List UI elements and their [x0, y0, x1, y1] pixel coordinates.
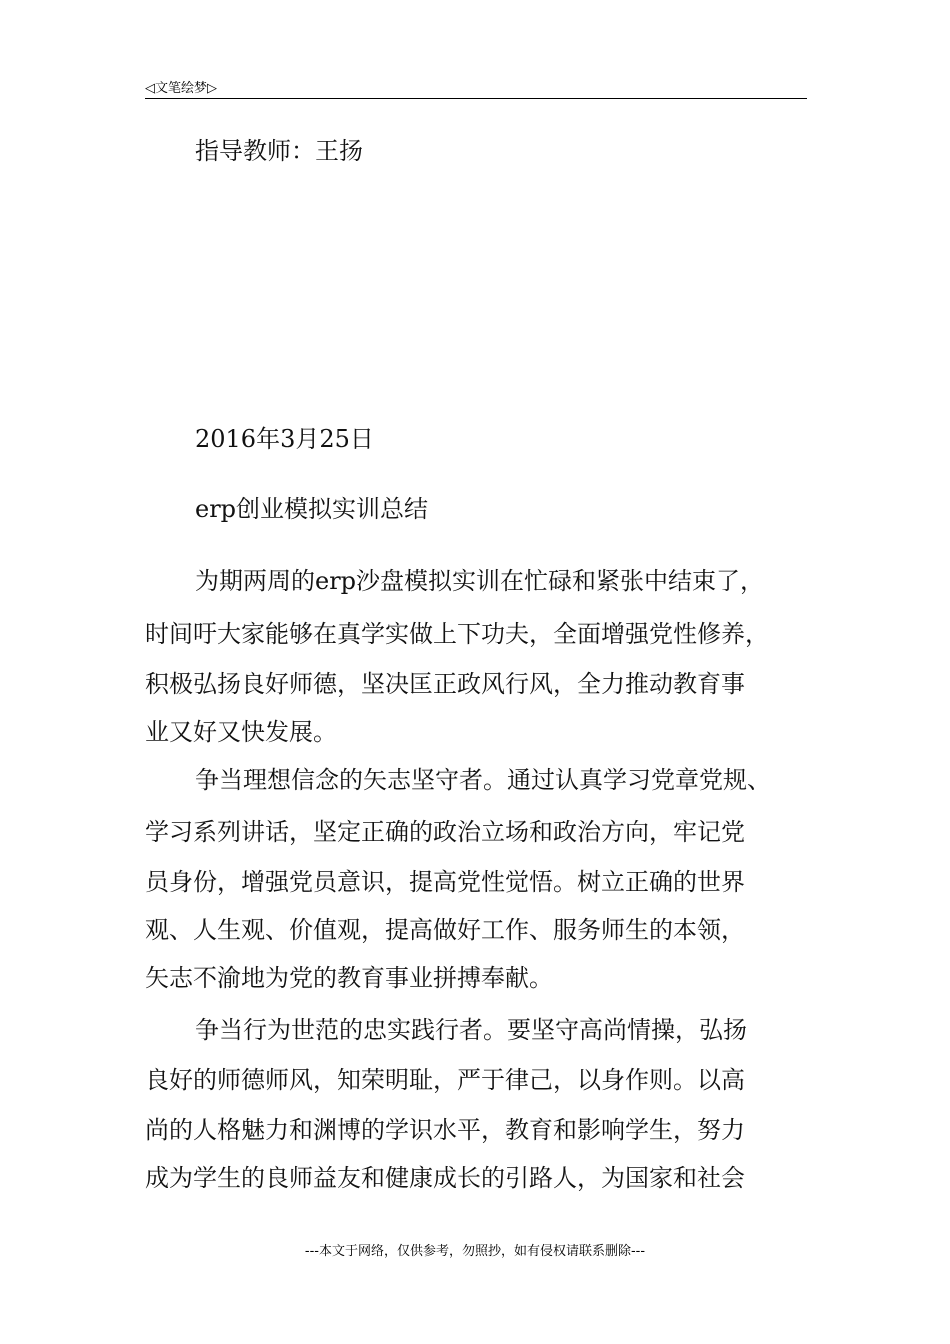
paragraph-3-line-2: 良好的师德师风，知荣明耻，严于律己，以身作则。以高 — [145, 1066, 745, 1094]
header-brand: ◁文笔绘梦▷ — [145, 81, 217, 96]
date-line: 2016年3月25日 — [195, 425, 374, 453]
page-header — [145, 74, 807, 99]
paragraph-3-line-4: 成为学生的良师益友和健康成长的引路人，为国家和社会 — [145, 1164, 745, 1192]
paragraph-2-line-5: 矢志不渝地为党的教育事业拼搏奉献。 — [145, 964, 553, 992]
advisor-line: 指导教师：王扬 — [195, 137, 363, 165]
paragraph-2-line-3: 员身份，增强党员意识，提高党性觉悟。树立正确的世界 — [145, 868, 745, 896]
paragraph-1-line-4: 业又好又快发展。 — [145, 718, 337, 746]
paragraph-1-line-1: 为期两周的erp沙盘模拟实训在忙碌和紧张中结束了， — [195, 567, 765, 595]
footer-disclaimer: ---本文于网络，仅供参考，勿照抄，如有侵权请联系删除--- — [304, 1244, 646, 1259]
paragraph-1-line-2: 时间吁大家能够在真学实做上下功夫，全面增强党性修养， — [145, 620, 769, 648]
document-title: erp创业模拟实训总结 — [195, 495, 429, 523]
paragraph-2-line-2: 学习系列讲话，坚定正确的政治立场和政治方向，牢记党 — [145, 818, 745, 846]
paragraph-2-line-4: 观、人生观、价值观，提高做好工作、服务师生的本领， — [145, 916, 745, 944]
paragraph-3-line-3: 尚的人格魅力和渊博的学识水平，教育和影响学生，努力 — [145, 1116, 745, 1144]
paragraph-2-line-1: 争当理想信念的矢志坚守者。通过认真学习党章党规、 — [195, 766, 771, 794]
paragraph-1-line-3: 积极弘扬良好师德，坚决匡正政风行风，全力推动教育事 — [145, 670, 745, 698]
paragraph-3-line-1: 争当行为世范的忠实践行者。要坚守高尚情操，弘扬 — [195, 1016, 747, 1044]
